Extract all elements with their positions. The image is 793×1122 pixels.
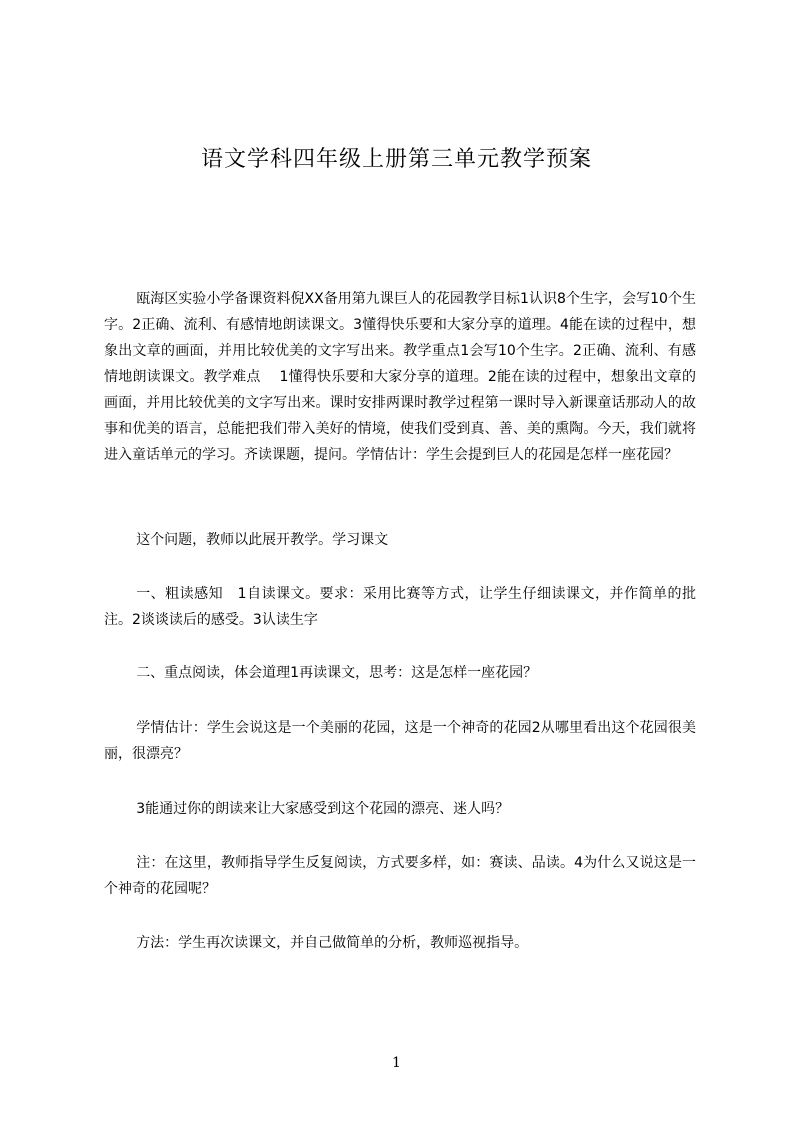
paragraph-reading: 3能通过你的朗读来让大家感受到这个花园的漂亮、迷人吗？ [136, 801, 510, 817]
document-title: 语文学科四年级上册第三单元教学预案 [200, 147, 592, 172]
paragraph-section-one: 一、粗读感知 1自读课文。要求：采用比赛等方式，让学生仔细读课文，并作简单的批注。2谈谈读后的感受。3认读生字 [104, 586, 696, 628]
paragraph-method: 方法：学生再次读课文，并自己做简单的分析，教师巡视指导。 [136, 935, 529, 951]
paragraph-question: 这个问题，教师以此展开教学。学习课文 [136, 532, 389, 548]
paragraph-intro: 瓯海区实验小学备课资料倪XX备用第九课巨人的花园教学目标1认识8个生字，会写10个生字。2正确、流利、有感情地朗读课文。3懂得快乐要和大家分享的道理。4能在读的过程中，想象出文章的画面，并用比较优美的文字写出来。教学重点1会写10个生字。2正确、流利、有感情地朗读课文。教学难点 1懂得快乐要和大家分享的道理。2能在读的过程中，想象出文章的画面，并用比较优美的文字写出来。课时安排两课时教学过程第一课时导入新课童话那动人的故事和优美的语言，总能把我们带入美好的情境，使我们受到真、善、美的熏陶。今天，我们就将进入童话单元的学习。齐读课题，提问。学情估计：学生会提到巨人的花园是怎样一座花园？ [104, 291, 696, 463]
page-number: 1 [392, 1055, 401, 1071]
paragraph-section-two: 二、重点阅读，体会道理1再读课文，思考：这是怎样一座花园？ [136, 665, 538, 681]
paragraph-note: 注：在这里，教师指导学生反复阅读，方式要多样，如：赛读、品读。4为什么又说这是一个神奇的花园呢？ [104, 855, 696, 897]
paragraph-estimate: 学情估计：学生会说这是一个美丽的花园，这是一个神奇的花园2从哪里看出这个花园很美丽，很漂亮？ [104, 720, 696, 762]
